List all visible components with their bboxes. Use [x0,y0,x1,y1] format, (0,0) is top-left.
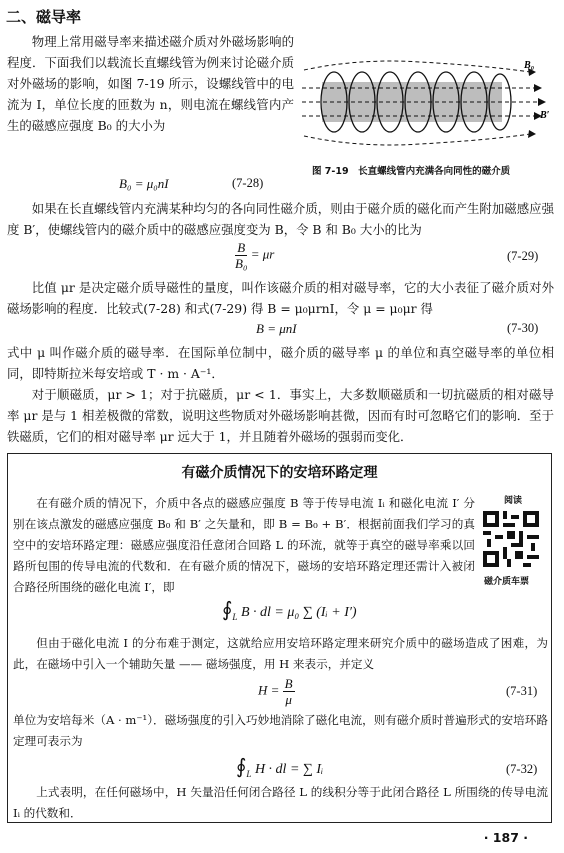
box-paragraph-2: 但由于磁化电流 I 的分布难于测定，这就给应用安培环路定理来研究介质中的磁场造成了困难，为此，在磁场中引入一个辅助矢量 —— 磁场强度，用 H 来表示，并定义 [13,636,548,671]
box-eq1-lhs: B · dl = μ₀ ∑ (Iᵢ + I′) [240,605,357,620]
equation-7-28: B₀ = μ₀nI [119,176,169,191]
label-b0: B₀ [524,60,535,71]
paragraph-3: 比值 μr 是决定磁介质导磁性的量度，叫作该磁介质的相对磁导率，它的大小表征了磁介质对外磁场影响的程度．比较式(7-28) 和式(7-29) 得 B = μ₀μrnI，令 μ = μ₀μr 得 [7,280,554,316]
section-title: 二、磁导率 [6,8,82,26]
paragraph-4: 式中 μ 叫作磁介质的磁导率．在国际单位制中，磁介质的磁导率 μ 的单位和真空磁导率的单位相同，即特斯拉米每安培或 T · m · A⁻¹． [7,345,554,381]
solenoid-figure [300,48,556,160]
equation-7-29 [235,240,274,271]
qr-code-icon [483,511,539,567]
equation-number-7-30: (7-30) [507,321,539,335]
eq31-lhs: H = [258,682,280,698]
eq31-numerator: B [284,676,293,691]
eq32-sub: L [246,768,252,779]
label-bprime: B′ [540,110,550,121]
eq29-numerator: B [235,240,247,256]
box-paragraph-4: 上式表明，在任何磁场中，H 矢量沿任何闭合路径 L 的线积分等于此闭合路径 L 所围绕的传导电流 Iᵢ 的代数和． [13,785,548,820]
box-equation-1 [222,597,357,622]
equation-number-7-31: (7-31) [506,684,538,698]
qr-top-label: 阅读 [504,496,523,506]
box-eq1-sub: L [232,611,238,622]
qr-code[interactable] [483,511,539,567]
equation-7-31 [258,676,295,707]
eq31-denominator: μ [285,692,292,707]
eq29-rhs: = μr [250,246,275,262]
equation-7-30: B = μnI [256,321,297,336]
figure-caption: 图 7-19 长直螺线管内充满各向同性的磁介质 [312,166,511,177]
box-paragraph-1: 在有磁介质的情况下，介质中各点的磁感应强度 B 等于传导电流 Iᵢ 和磁化电流 I′ 分别在该点激发的磁感应强度 B₀ 和 B′ 之矢量和，即 B = B₀ + B′．根据前面我们学习的真空中的安培环路定理：磁感应强度沿任意闭合回路 L 的环流，就等于真空的磁导率乘以回路所包围的传导电流的代数和．在有磁介质的情况下，磁场的安培环路定理还需计入被闭合路径所围绕的磁化电流 I′，即 [13,496,475,594]
intro-paragraph: 物理上常用磁导率来描述磁介质对外磁场影响的程度．下面我们以载流长直螺线管为例来讨论磁介质对外磁场的影响，如图 7-19 所示，设螺线管中的电流为 I，单位长度的匝数为 n，则电流在螺线管内产生的磁感应强度 B₀ 的大小为 [7,34,294,133]
equation-number-7-32: (7-32) [506,762,538,776]
equation-7-32 [236,754,323,779]
qr-bottom-label: 磁介质车票 [484,577,530,587]
equation-number-7-29: (7-29) [507,249,539,263]
paragraph-5: 对于顺磁质，μr > 1；对于抗磁质，μr < 1．事实上，大多数顺磁质和一切抗磁质的相对磁导率 μr 是与 1 相差极微的常数，说明这些物质对外磁场影响甚微，因而有时可忽略它们的影响．至于铁磁质，它们的相对磁导率 μr 远大于 1，并且随着外磁场的强弱而变化． [7,387,554,444]
box-paragraph-1a [13,493,475,598]
eq32-lhs: H · dl = ∑ Iᵢ [254,762,324,777]
box-title: 有磁介质情况下的安培环路定理 [181,465,378,481]
page-number: · 187 · [483,830,528,845]
solenoid-diagram [300,48,556,160]
paragraph-2: 如果在长直螺线管内充满某种均匀的各向同性磁介质，则由于磁介质的磁化而产生附加磁感应强度 B′，使螺线管内的磁介质中的磁感应强度变为 B，令 B 和 B₀ 大小的比为 [7,201,554,237]
box-paragraph-3: 单位为安培每米（A · m⁻¹）．磁场强度的引入巧妙地消除了磁化电流，则有磁介质时普遍形式的安培环路定理可表示为 [13,713,548,748]
eq29-denominator: B₀ [235,256,248,271]
contour-integral-icon: ∮ [222,599,233,621]
equation-number-7-28: (7-28) [232,176,264,190]
contour-integral-icon-2: ∮ [236,756,247,778]
